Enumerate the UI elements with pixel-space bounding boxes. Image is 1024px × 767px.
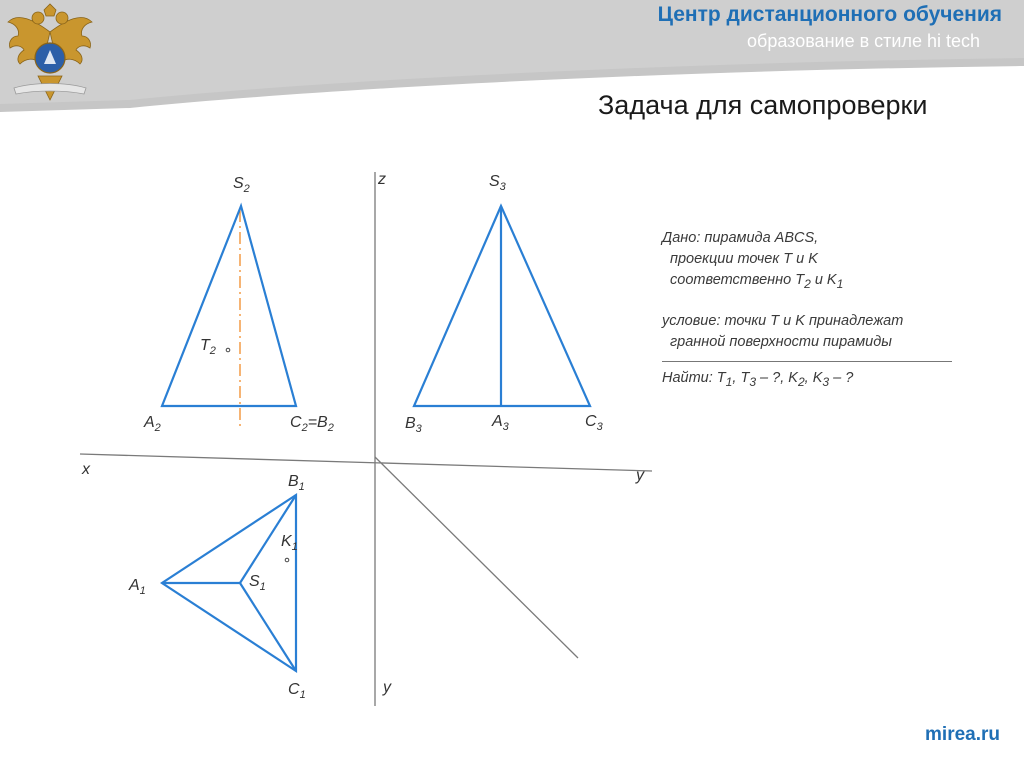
condition-line-2: гранной поверхности пирамиды — [670, 333, 892, 350]
given-line-3: соответственно $T_2$ и $K_1$ — [670, 272, 844, 291]
label-A1: $A_1$ — [129, 577, 146, 597]
label-T2: $T_2$ — [200, 337, 216, 357]
point-T2-marker — [226, 348, 230, 352]
axis-label-x: x — [82, 461, 90, 478]
top-view-edge-SC — [240, 583, 296, 671]
label-A3: $A_3$ — [492, 413, 509, 433]
label-S2: $S_2$ — [233, 175, 250, 195]
label-B3: $B_3$ — [405, 415, 422, 435]
center-subtitle: образование в стиле hi tech — [747, 31, 980, 51]
label-C3: $C_3$ — [585, 413, 603, 433]
given-line-1: Дано: пирамида ABCS, — [662, 230, 819, 246]
axis-label-y-right: y — [636, 467, 644, 484]
label-B1: $B_1$ — [288, 473, 305, 493]
given-text-block — [662, 228, 952, 393]
label-A2: $A_2$ — [144, 414, 161, 434]
side-view-triangle — [414, 206, 590, 406]
axis-label-y-bottom: y — [383, 679, 391, 696]
label-S1: $S_1$ — [249, 573, 266, 593]
label-C1: $C_1$ — [288, 681, 306, 701]
label-K1: $K_1$ — [281, 533, 298, 553]
front-view-triangle — [162, 206, 296, 430]
horizontal-axis-line — [80, 454, 652, 471]
axis-label-z: z — [378, 171, 386, 188]
front-view-outline — [162, 206, 296, 406]
given-line-2: проекции точек T и K — [670, 251, 818, 267]
slide-title: Задача для самопроверки — [598, 90, 928, 120]
given-separator — [662, 361, 952, 362]
top-view-triangle — [162, 495, 296, 671]
label-S3: $S_3$ — [489, 173, 506, 193]
center-title: Центр дистанционного обучения — [657, 3, 1002, 26]
footer-site-link[interactable]: mirea.ru — [925, 724, 1000, 745]
point-K1-marker — [285, 558, 289, 562]
label-C2-B2: $C_2=B_2$ — [290, 414, 334, 434]
find-line: Найти: $T_1$, $T_3$ – ?, $K_2$, $K_3$ – ? — [662, 369, 854, 389]
condition-line-1: условие: точки T и K принадлежат — [662, 312, 904, 329]
diagonal-construction-line — [375, 457, 578, 658]
